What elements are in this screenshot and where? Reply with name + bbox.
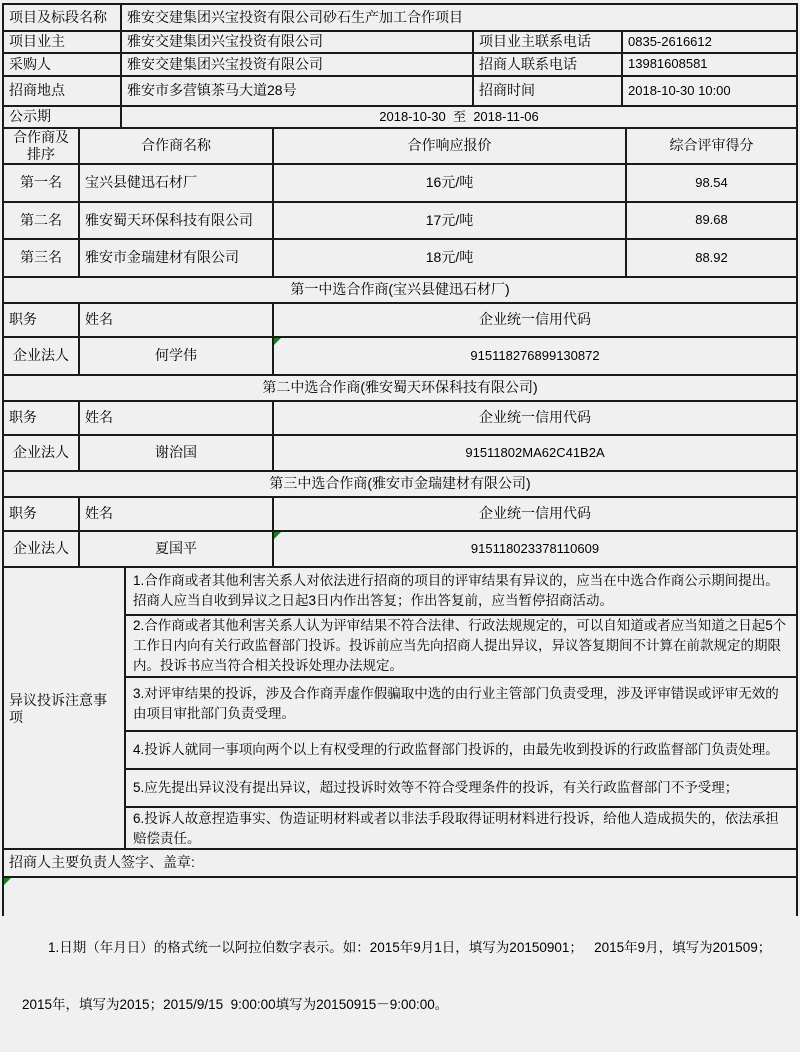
winner-2-title: 第二中选合作商(雅安蜀天环保科技有限公司) — [262, 379, 538, 396]
owner-phone-value: 0835-2616612 — [628, 33, 712, 49]
location-value: 雅安市多营镇茶马大道28号 — [122, 77, 474, 105]
winner-2-code: 91511802MA62C41B2A — [465, 444, 605, 460]
owner-label: 项目业主 — [4, 32, 122, 52]
time-label: 招商时间 — [474, 77, 623, 105]
winner-2-name: 谢治国 — [80, 436, 274, 470]
col-header-partner-name: 合作商名称 — [80, 129, 274, 163]
footnote-row — [4, 878, 796, 1012]
owner-value: 雅安交建集团兴宝投资有限公司 — [122, 32, 474, 52]
recruiter-phone-value: 13981608581 — [628, 56, 708, 72]
winner-3-title: 第三中选合作商(雅安市金瑞建材有限公司) — [269, 475, 531, 492]
notice-item-4: 4.投诉人就同一事项向两个以上有权受理的行政监督部门投诉的，由最先收到投诉的行政监督部门负责处理。 — [126, 732, 796, 770]
owner-phone-label: 项目业主联系电话 — [474, 32, 623, 52]
name-header: 姓名 — [80, 498, 274, 530]
notice-item-5: 5.应先提出异议没有提出异议，超过投诉时效等不符合受理条件的投诉，有关行政监督部门不予受理； — [126, 770, 796, 808]
credit-code-header: 企业统一信用代码 — [479, 409, 591, 426]
bid-result-table — [2, 3, 798, 1012]
winner-3-title-row — [4, 472, 796, 498]
cell-corner-marker — [274, 532, 281, 539]
winner-1-name: 何学伟 — [80, 338, 274, 374]
table-row — [4, 203, 796, 240]
objection-notice-items — [126, 568, 796, 850]
rank-1-score: 98.54 — [695, 174, 728, 190]
winner-3-code — [274, 532, 796, 566]
signature-row — [4, 850, 796, 878]
role-header: 职务 — [4, 498, 80, 530]
winner-3-role: 企业法人 — [4, 532, 80, 566]
credit-code-header: 企业统一信用代码 — [479, 505, 591, 522]
rank-2-label: 第二名 — [4, 203, 80, 238]
name-header: 姓名 — [80, 304, 274, 336]
time-value: 2018-10-30 10:00 — [628, 82, 731, 98]
project-name-label: 项目及标段名称 — [4, 5, 122, 30]
rank-1-price: 16元/吨 — [274, 165, 627, 201]
date-format-note-line1: 1.日期（年月日）的格式统一以阿拉伯数字表示。如：2015年9月1日，填写为20150901； 2015年9月，填写为201509； — [48, 940, 772, 955]
rank-2-score: 89.68 — [695, 212, 728, 228]
publicity-period-label: 公示期 — [4, 107, 122, 127]
objection-notice-section — [4, 568, 796, 850]
recruiter-phone-label: 招商人联系电话 — [474, 54, 623, 75]
winner-2-role: 企业法人 — [4, 436, 80, 470]
role-header: 职务 — [4, 402, 80, 434]
winner-1-header-row — [4, 304, 796, 338]
winner-1-role: 企业法人 — [4, 338, 80, 374]
col-header-score: 综合评审得分 — [669, 137, 754, 154]
rank-1-label: 第一名 — [4, 165, 80, 201]
winner-2-value-row — [4, 436, 796, 472]
notice-item-6: 6.投诉人故意捏造事实、伪造证明材料或者以非法手段取得证明材料进行投诉，给他人造成损失的，依法承担赔偿责任。 — [133, 811, 779, 846]
location-row — [4, 77, 796, 107]
owner-row — [4, 32, 796, 54]
publicity-period-row — [4, 107, 796, 129]
rank-2-price: 17元/吨 — [274, 203, 627, 238]
winner-2-header-row — [4, 402, 796, 436]
notice-item-3: 3.对评审结果的投诉，涉及合作商弄虚作假骗取中选的由行业主管部门负责受理，涉及评审错误或评审无效的由项目审批部门负责受理。 — [126, 678, 796, 732]
winner-1-code — [274, 338, 796, 374]
winner-3-code-text: 915118023378110609 — [470, 540, 600, 556]
winner-1-title-row — [4, 278, 796, 304]
location-label: 招商地点 — [4, 77, 122, 105]
objection-notice-label: 异议投诉注意事项 — [4, 568, 126, 850]
rank-1-name: 宝兴县健迅石材厂 — [80, 165, 274, 201]
cell-corner-marker — [4, 878, 11, 885]
ranking-header-row — [4, 129, 796, 165]
credit-code-header: 企业统一信用代码 — [479, 311, 591, 328]
notice-item-1: 1.合作商或者其他利害关系人对依法进行招商的项目的评审结果有异议的，应当在中选合作商公示期间提出。招商人应当自收到异议之日起3日内作出答复；作出答复前，应当暂停招商活动。 — [126, 568, 796, 616]
winner-1-code-text: 915118276899130872 — [470, 347, 600, 363]
table-row — [4, 165, 796, 203]
col-header-price: 合作响应报价 — [274, 129, 627, 163]
rank-3-price: 18元/吨 — [274, 240, 627, 276]
name-header: 姓名 — [80, 402, 274, 434]
winner-3-name: 夏国平 — [80, 532, 274, 566]
notice-item-2: 2.合作商或者其他利害关系人认为评审结果不符合法律、行政法规规定的，可以自知道或者应当知道之日起5个工作日内向有关行政监督部门投诉。投诉前应当先向招商人提出异议，异议答复期间不计算在前款规定的期限内。投诉书应当符合相关投诉处理办法规定。 — [126, 616, 796, 678]
rank-3-name: 雅安市金瑞建材有限公司 — [80, 240, 274, 276]
rank-2-name: 雅安蜀天环保科技有限公司 — [80, 203, 274, 238]
winner-2-title-row — [4, 376, 796, 402]
purchaser-row — [4, 54, 796, 77]
purchaser-value: 雅安交建集团兴宝投资有限公司 — [122, 54, 474, 75]
winner-3-header-row — [4, 498, 796, 532]
signature-label: 招商人主要负责人签字、盖章: — [9, 854, 195, 871]
winner-1-value-row — [4, 338, 796, 376]
rank-3-label: 第三名 — [4, 240, 80, 276]
rank-3-score: 88.92 — [695, 249, 728, 265]
winner-1-title: 第一中选合作商(宝兴县健迅石材厂) — [290, 281, 510, 298]
date-format-note — [4, 878, 796, 1012]
winner-3-value-row — [4, 532, 796, 568]
project-name-row — [4, 5, 796, 32]
table-row — [4, 240, 796, 278]
date-format-note-line2: 2015年，填写为2015；2015/9/15 9:00:00填写为20150915－9:00:00。 — [22, 997, 449, 1012]
cell-corner-marker — [274, 338, 281, 345]
role-header: 职务 — [4, 304, 80, 336]
purchaser-label: 采购人 — [4, 54, 122, 75]
project-name-value: 雅安交建集团兴宝投资有限公司砂石生产加工合作项目 — [127, 8, 463, 25]
col-header-rank: 合作商及排序 — [4, 129, 80, 163]
publicity-period-value: 2018-10-30 至 2018-11-06 — [379, 108, 539, 124]
